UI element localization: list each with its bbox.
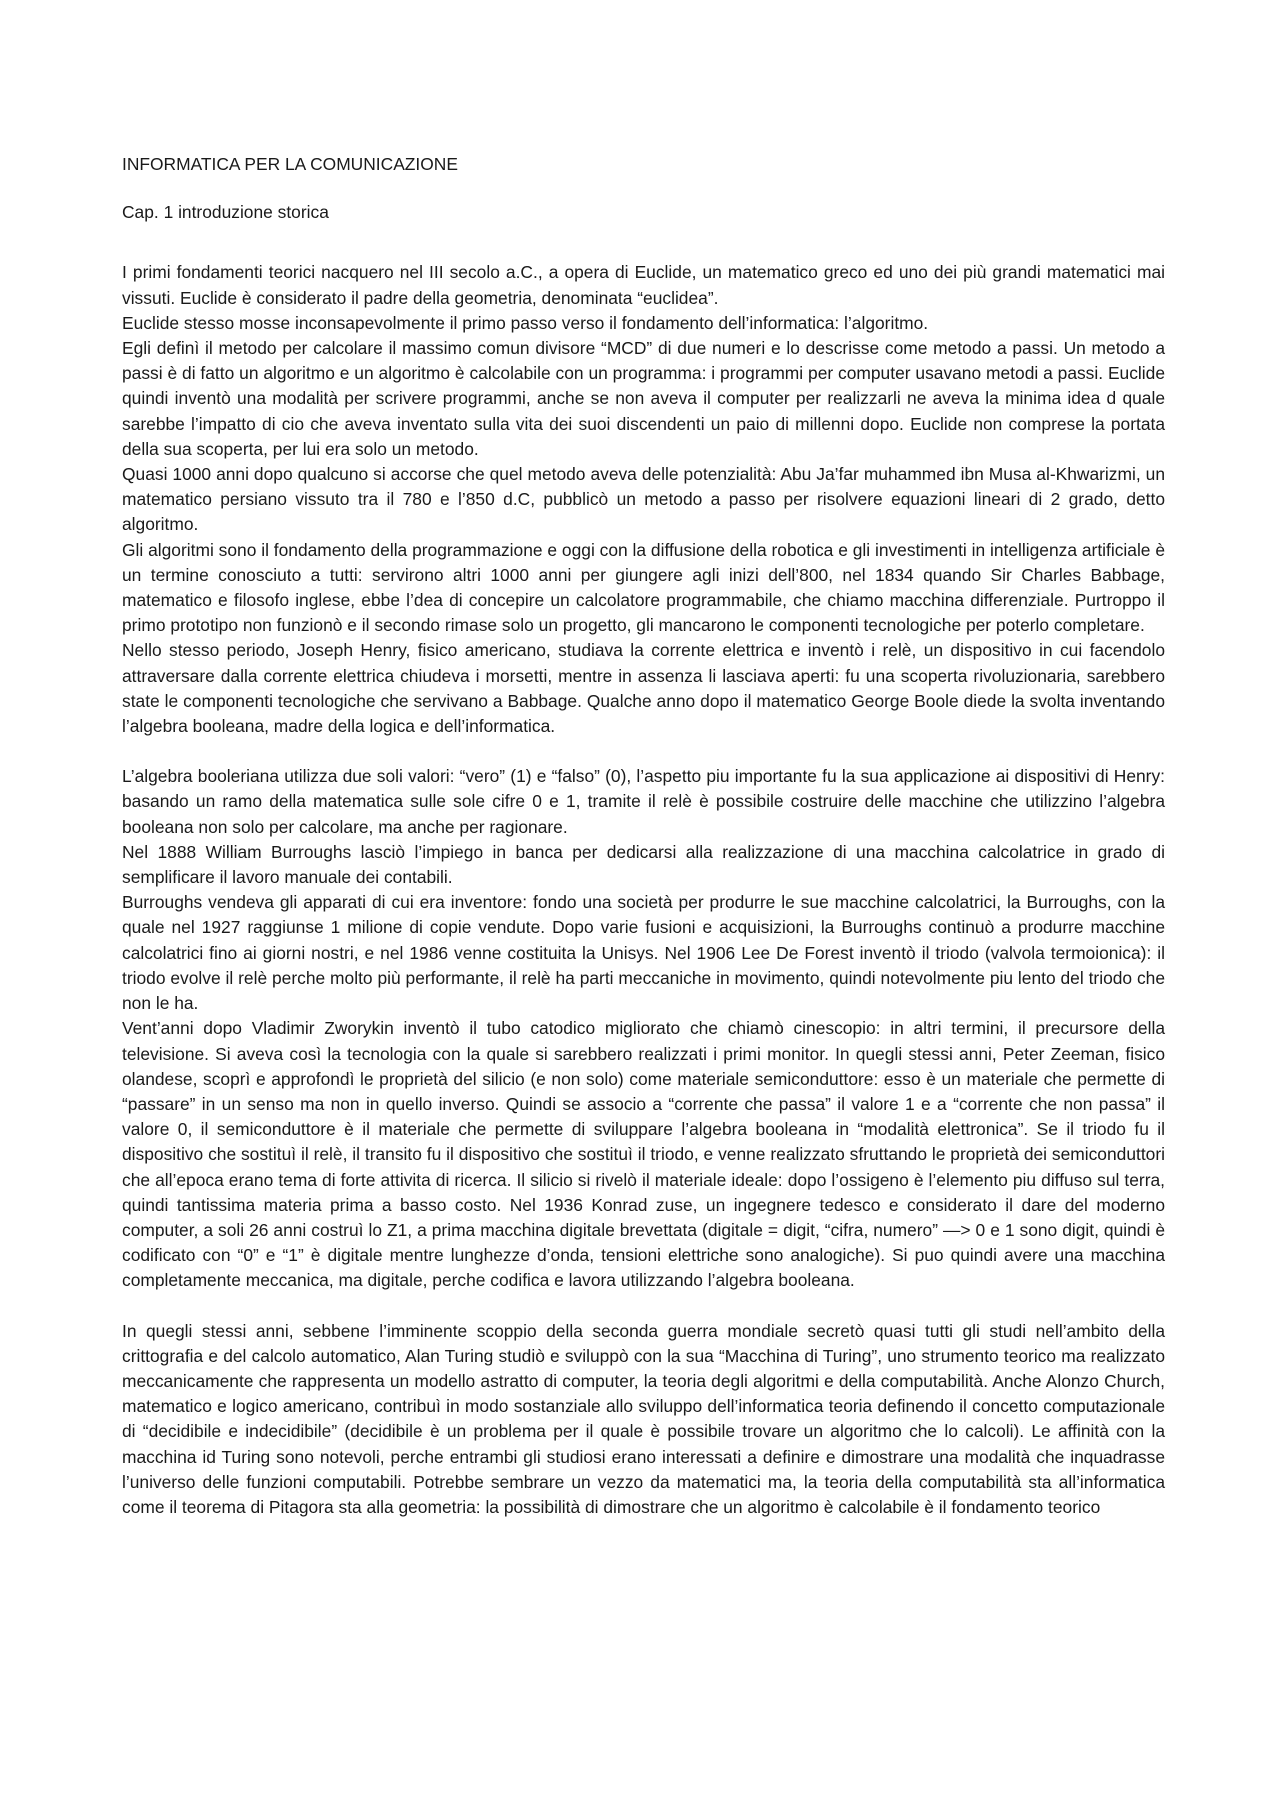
paragraph: In quegli stessi anni, sebbene l’imminente scoppio della seconda guerra mondiale secretò quasi tutti gli studi nell’ambito della crittografia e del calcolo automatico, Alan Turing studiò e sviluppò con la sua “Macchina di Turing”, uno strumento teorico ma realizzato meccanicamente che rappresenta un modello astratto di computer, la teoria degli algoritmi e della computabilità. Anche Alonzo Church, matematico e logico americano, contribuì in modo sostanziale allo sviluppo dell’informatica teoria definendo il concetto computazionale di “decidibile e indecidibile” (decidibile è un problema per il quale è possibile trovare un algoritmo che lo calcoli). Le affinità con la macchina id Turing sono notevoli, perche entrambi gli studiosi erano interessati a definire e dimostrare una modalità che inquadrasse l’universo delle funzioni computabili. Potrebbe sembrare un vezzo da matematici ma, la teoria della computabilità sta all’informatica come il teorema di Pitagora sta alla geometria: la possibilità di dimostrare che un algoritmo è calcolabile è il fondamento teorico bbox=[122, 1320, 1165, 1517]
paragraph: I primi fondamenti teorici nacquero nel III secolo a.C., a opera di Euclide, un matematico greco ed uno dei più grandi matematici mai vissuti. Euclide è considerato il padre della geometria, denominata “euclidea”. bbox=[122, 262, 1165, 308]
section-2 bbox=[122, 764, 1165, 1293]
paragraph: Vent’anni dopo Vladimir Zworykin inventò il tubo catodico migliorato che chiamò cinescopio: in altri termini, il precursore della televisione. Si aveva così la tecnologia con la quale si sarebbero realizzati i primi monitor. In quegli stessi anni, Peter Zeeman, fisico olandese, scoprì e approfondì le proprietà del silicio (e non solo) come materiale semiconduttore: esso è un materiale che permette di “passare” in un senso ma non in quello inverso. Quindi se associo a “corrente che passa” il valore 1 e a “corrente che non passa” il valore 0, il semiconduttore è il materiale che permette di sviluppare l’algebra booleana in “modalità elettronica”. Se il triodo fu il dispositivo che sostituì il relè, il transito fu il dispositivo che sostituì il triodo, e venne realizzato sfruttando le proprietà dei semiconduttori che all’epoca erano tema di forte attivita di ricerca. Il silicio si rivelò il materiale ideale: dopo l’ossigeno è l’elemento piu diffuso sul terra, quindi tantissima materia prima a basso costo. Nel 1936 Konrad zuse, un ingegnere tedesco e considerato il dare del moderno computer, a soli 26 anni costruì lo Z1, a prima macchina digitale brevettata (digitale = digit, “cifra, numero” —> 0 e 1 sono digit, quindi è codificato con “0” e “1” è digitale mentre lunghezze d’onda, tensioni elettriche sono analogiche). Si puo quindi avere una macchina completamente meccanica, ma digitale, perche codifica e lavora utilizzando l’algebra booleana. bbox=[122, 1018, 1165, 1291]
section-1 bbox=[122, 260, 1165, 739]
chapter-heading: Cap. 1 introduzione storica bbox=[122, 202, 329, 223]
paragraph: Gli algoritmi sono il fondamento della programmazione e oggi con la diffusione della robotica e gli investimenti in intelligenza artificiale è un termine conosciuto a tutti: servirono altri 1000 anni per giungere agli inizi dell’800, nel 1834 quando Sir Charles Babbage, matematico e filosofo inglese, ebbe l’dea di concepire un calcolatore programmabile, che chiamo macchina differenziale. Purtroppo il primo prototipo non funzionò e il secondo rimase solo un progetto, gli mancarono le componenti tecnologiche per poterlo completare. bbox=[122, 539, 1165, 636]
paragraph: Burroughs vendeva gli apparati di cui era inventore: fondo una società per produrre le sue macchine calcolatrici, la Burroughs, con la quale nel 1927 raggiunse 1 milione di copie vendute. Dopo varie fusioni e acquisizioni, la Burroughs continuò a produrre macchine calcolatrici fino ai giorni nostri, e nel 1986 venne costituita la Unisys. Nel 1906 Lee De Forest inventò il triodo (valvola termoionica): il triodo evolve il relè perche molto più performante, il relè ha parti meccaniche in movimento, quindi notevolmente piu lento del triodo che non le ha. bbox=[122, 892, 1165, 1014]
paragraph: L’algebra booleriana utilizza due soli valori: “vero” (1) e “falso” (0), l’aspetto piu importante fu la sua applicazione ai dispositivi di Henry: basando un ramo della matematica sulle sole cifre 0 e 1, tramite il relè è possibile costruire delle macchine che utilizzino l’algebra booleana non solo per calcolare, ma anche per ragionare. bbox=[122, 766, 1165, 837]
section-3 bbox=[122, 1319, 1165, 1521]
document-body bbox=[122, 152, 1165, 1520]
paragraph: Nello stesso periodo, Joseph Henry, fisico americano, studiava la corrente elettrica e inventò i relè, un dispositivo in cui facendolo attraversare dalla corrente elettrica chiudeva i morsetti, mentre in assenza li lasciava aperti: fu una scoperta rivoluzionaria, sarebbero state le componenti tecnologiche che servivano a Babbage. Qualche anno dopo il matematico George Boole diede la svolta inventando l’algebra booleana, madre della logica e dell’informatica. bbox=[122, 640, 1165, 737]
paragraph: Quasi 1000 anni dopo qualcuno si accorse che quel metodo aveva delle potenzialità: Abu Ja’far muhammed ibn Musa al-Khwarizmi, un matematico persiano vissuto tra il 780 e l’850 d.C, pubblicò un metodo a passo per risolvere equazioni lineari di 2 grado, detto algoritmo. bbox=[122, 464, 1165, 535]
paragraph: Euclide stesso mosse inconsapevolmente il primo passo verso il fondamento dell’informatica: l’algoritmo. bbox=[122, 312, 929, 333]
paragraph: Nel 1888 William Burroughs lasciò l’impiego in banca per dedicarsi alla realizzazione di una macchina calcolatrice in grado di semplificare il lavoro manuale dei contabili. bbox=[122, 841, 1165, 888]
paragraph: Egli definì il metodo per calcolare il massimo comun divisore “MCD” di due numeri e lo descrisse come metodo a passi. Un metodo a passi è di fatto un algoritmo e un algoritmo è calcolabile con un programma: i programmi per computer usavano metodi a passi. Euclide quindi inventò una modalità per scrivere programmi, anche se non aveva il computer per realizzarli ne aveva la minima idea d quale sarebbe l’impatto di cio che aveva inventato sulla vita dei suoi discendenti un paio di millenni dopo. Euclide non comprese la portata della sua scoperta, per lui era solo un metodo. bbox=[122, 338, 1165, 459]
document-title: INFORMATICA PER LA COMUNICAZIONE bbox=[122, 154, 458, 174]
